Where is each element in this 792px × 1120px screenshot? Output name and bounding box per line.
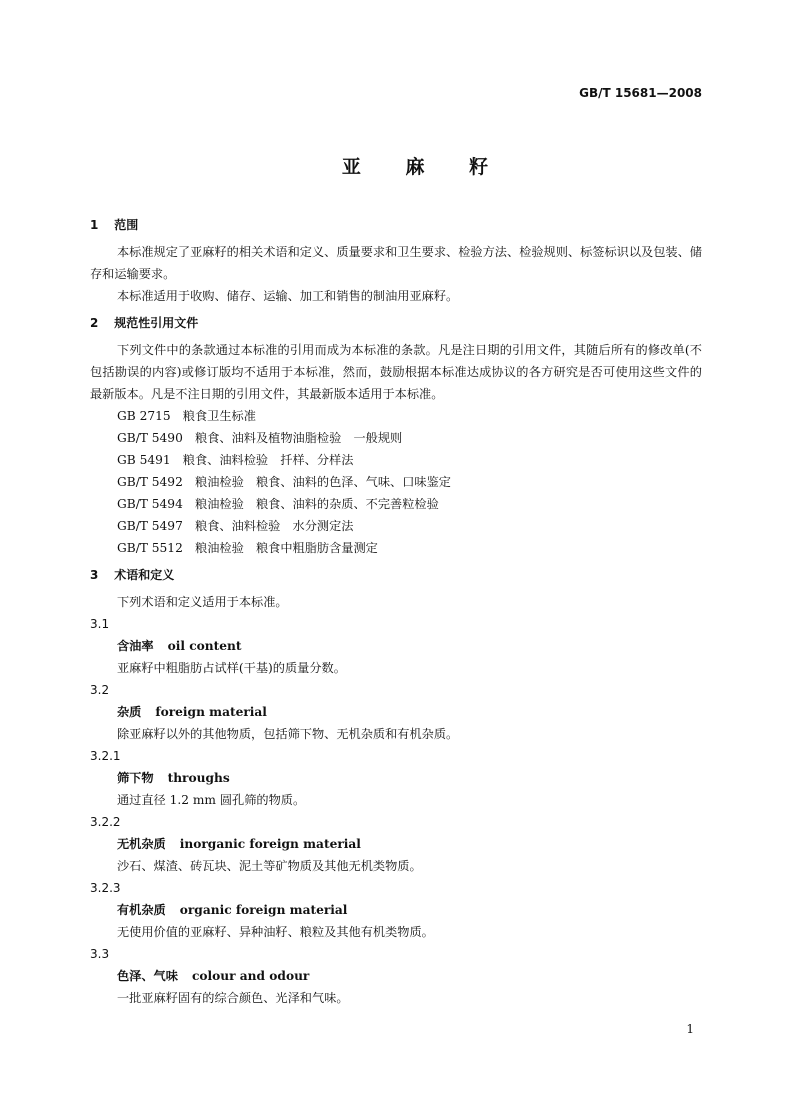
- reference-item: GB/T 5492 粮油检验 粮食、油料的色泽、气味、口味鉴定: [117, 475, 451, 489]
- reference-item: GB/T 5494 粮油检验 粮食、油料的杂质、不完善粒检验: [117, 497, 439, 511]
- section-heading: [90, 215, 702, 235]
- term-number: 3.2: [90, 683, 110, 697]
- document-code: GB/T 15681—2008: [579, 86, 702, 100]
- term-name: 含油率 oil content: [117, 639, 242, 653]
- section-number: 1: [90, 218, 99, 232]
- term-number: 3.2.3: [90, 881, 121, 895]
- section-number: 2: [90, 316, 99, 330]
- term-definition: 无使用价值的亚麻籽、异种油籽、粮粒及其他有机类物质。: [117, 925, 434, 939]
- section-title: 术语和定义: [114, 568, 175, 582]
- term-number: 3.3: [90, 947, 110, 961]
- term-definition: 沙石、煤渣、砖瓦块、泥土等矿物质及其他无机类物质。: [117, 859, 422, 873]
- term-number: 3.2.2: [90, 815, 121, 829]
- term-name: 色泽、气味 colour and odour: [117, 969, 310, 983]
- page-number: 1: [686, 1022, 694, 1036]
- document-body: [90, 213, 702, 1009]
- term-definition: 通过直径 1.2 mm 圆孔筛的物质。: [117, 793, 306, 807]
- reference-item: GB/T 5512 粮油检验 粮食中粗脂肪含量测定: [117, 541, 378, 555]
- term-name: 无机杂质 inorganic foreign material: [117, 837, 361, 851]
- term-number: 3.2.1: [90, 749, 121, 763]
- term-definition: 一批亚麻籽固有的综合颜色、光泽和气味。: [117, 991, 349, 1005]
- section-title: 规范性引用文件: [114, 316, 199, 330]
- section-number: 3: [90, 568, 99, 582]
- term-name: 杂质 foreign material: [117, 705, 267, 719]
- reference-item: GB/T 5497 粮食、油料检验 水分测定法: [117, 519, 354, 533]
- term-name: 有机杂质 organic foreign material: [117, 903, 348, 917]
- section-title: 范围: [114, 218, 139, 232]
- reference-item: GB 5491 粮食、油料检验 扦样、分样法: [117, 453, 354, 467]
- term-definition: 亚麻籽中粗脂肪占试样(干基)的质量分数。: [117, 661, 346, 675]
- term-number: 3.1: [90, 617, 110, 631]
- document-title: 亚 麻 籽: [341, 156, 489, 178]
- section-heading: [90, 313, 702, 333]
- reference-item: GB/T 5490 粮食、油料及植物油脂检验 一般规则: [117, 431, 403, 445]
- term-definition: 除亚麻籽以外的其他物质，包括筛下物、无机杂质和有机杂质。: [117, 727, 459, 741]
- section-heading: [90, 565, 702, 585]
- paragraph: 本标准适用于收购、储存、运输、加工和销售的制油用亚麻籽。: [117, 289, 459, 303]
- paragraph: 下列术语和定义适用于本标准。: [117, 595, 288, 609]
- reference-item: GB 2715 粮食卫生标准: [117, 409, 256, 423]
- paragraph: 本标准规定了亚麻籽的相关术语和定义、质量要求和卫生要求、检验方法、检验规则、标签标识以及包装、储存和运输要求。: [90, 245, 702, 281]
- paragraph: 下列文件中的条款通过本标准的引用而成为本标准的条款。凡是注日期的引用文件，其随后所有的修改单(不包括勘误的内容)或修订版均不适用于本标准，然而，鼓励根据本标准达成协议的各方研究是否可使用这些文件的最新版本。凡是不注日期的引用文件，其最新版本适用于本标准。: [90, 343, 702, 401]
- term-name: 筛下物 throughs: [117, 771, 230, 785]
